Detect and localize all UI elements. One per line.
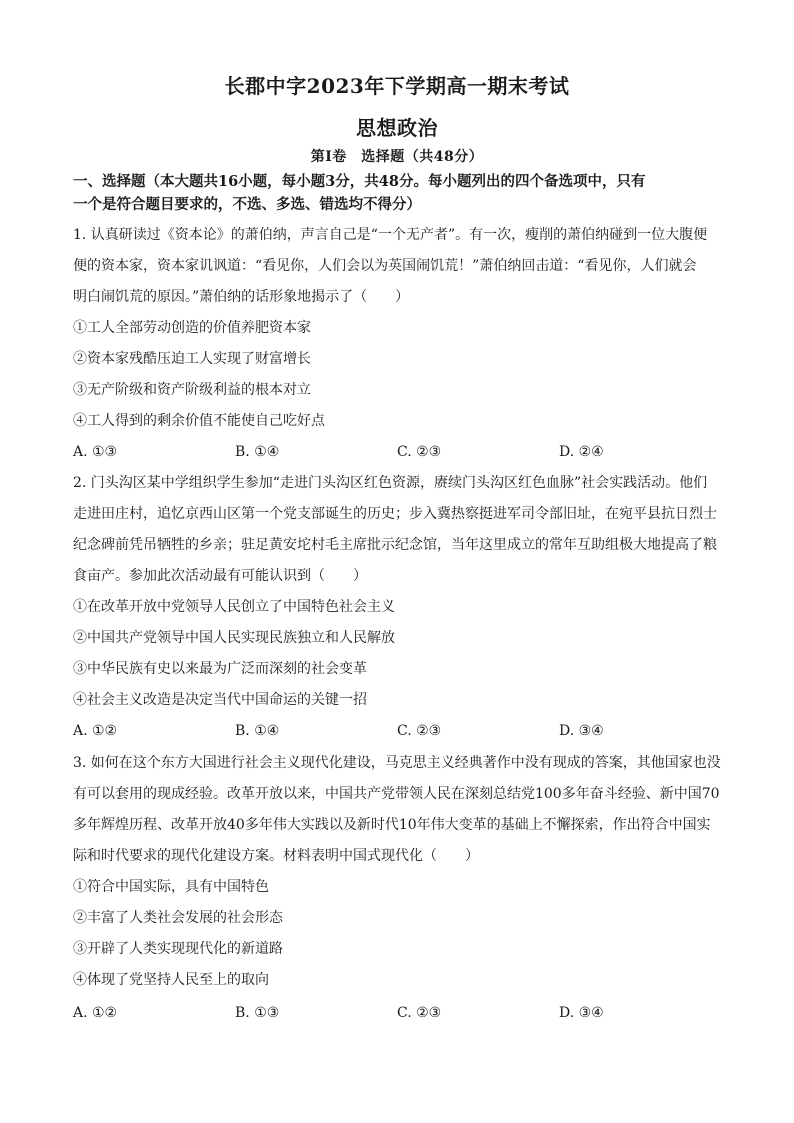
question-2-stem-line: 食亩产。参加此次活动最有可能认识到（ ） [73, 568, 367, 584]
question-3-item: ①符合中国实际，具有中国特色 [73, 879, 269, 895]
question-2-item: ①在改革开放中党领导人民创立了中国特色社会主义 [73, 599, 395, 615]
part-heading: 第Ⅰ卷 选择题（共48分） [310, 149, 484, 165]
question-1-item: ④工人得到的剩余价值不能使自己吃好点 [73, 413, 325, 429]
question-1-options [73, 442, 733, 462]
option-c[interactable]: C. ②③ [397, 444, 442, 460]
exam-title: 长郡中字2023年下学期高一期末考试 [224, 74, 570, 98]
option-c[interactable]: C. ②③ [397, 723, 442, 739]
option-c[interactable]: C. ②③ [397, 1005, 442, 1021]
option-b[interactable]: B. ①④ [235, 444, 280, 460]
option-d[interactable]: D. ③④ [559, 1005, 604, 1021]
question-1-item: ②资本家残酷压迫工人实现了财富增长 [73, 351, 311, 367]
section-instructions-line-2: 一个是符合题目要求的，不选、多选、错选均不得分） [73, 196, 421, 213]
option-d[interactable]: D. ②④ [559, 444, 604, 460]
question-2-stem-line: 纪念碑前凭吊牺牲的乡亲；驻足黄安坨村毛主席批示纪念馆，当年这里成立的常年互助组极大地提高了粮 [73, 537, 717, 553]
option-b[interactable]: B. ①③ [235, 1005, 280, 1021]
question-1-stem-line: 1. 认真研读过《资本论》的萧伯纳，声言自己是“一个无产者”。有一次，瘦削的萧伯纳碰到一位大腹便 [73, 227, 708, 243]
question-2-item: ④社会主义改造是决定当代中国命运的关键一招 [73, 692, 367, 708]
question-3-stem-line: 有可以套用的现成经验。改革开放以来，中国共产党带领人民在深刻总结党100多年奋斗经验、新中国70 [73, 786, 720, 802]
question-1-item: ③无产阶级和资产阶级利益的根本对立 [73, 382, 311, 398]
question-3-options [73, 1003, 733, 1023]
option-d[interactable]: D. ③④ [559, 723, 604, 739]
question-3-item: ②丰富了人类社会发展的社会形态 [73, 910, 283, 926]
section-instructions-line-1: 一、选择题（本大题共16小题，每小题3分，共48分。每小题列出的四个备选项中，只有 [73, 173, 646, 190]
question-2-item: ②中国共产党领导中国人民实现民族独立和人民解放 [73, 630, 395, 646]
option-b[interactable]: B. ①④ [235, 723, 280, 739]
question-3-item: ④体现了党坚持人民至上的取向 [73, 972, 269, 988]
question-3-stem-line: 际和时代要求的现代化建设方案。材料表明中国式现代化（ ） [73, 848, 479, 864]
question-3-item: ③开辟了人类实现现代化的新道路 [73, 941, 283, 957]
question-1-stem-line: 明白闹饥荒的原因。”萧伯纳的话形象地揭示了（ ） [73, 289, 410, 305]
question-2-stem-line: 2. 门头沟区某中学组织学生参加“走进门头沟区红色资源，赓续门头沟区红色血脉”社会实践活动。他们 [73, 475, 708, 491]
question-3-stem-line: 多年辉煌历程、改革开放40多年伟大实践以及新时代10年伟大变革的基础上不懈探索，作出符合中国实 [73, 817, 711, 833]
question-2-stem-line: 走进田庄村，追忆京西山区第一个党支部诞生的历史；步入冀热察挺进军司令部旧址，在宛平县抗日烈士 [73, 506, 717, 522]
subject-title: 思想政治 [356, 116, 438, 140]
option-a[interactable]: A. ①② [73, 723, 118, 739]
question-2-item: ③中华民族有史以来最为广泛而深刻的社会变革 [73, 661, 367, 677]
question-3-stem-line: 3. 如何在这个东方大国进行社会主义现代化建设，马克思主义经典著作中没有现成的答案，其他国家也没 [73, 755, 721, 771]
question-2-options [73, 721, 733, 741]
question-1-stem-line: 便的资本家，资本家讥讽道：“看见你，人们会以为英国闹饥荒！”萧伯纳回击道：“看见你，人们就会 [73, 258, 697, 274]
option-a[interactable]: A. ①③ [73, 444, 118, 460]
question-1-item: ①工人全部劳动创造的价值养肥资本家 [73, 320, 311, 336]
option-a[interactable]: A. ①② [73, 1005, 118, 1021]
